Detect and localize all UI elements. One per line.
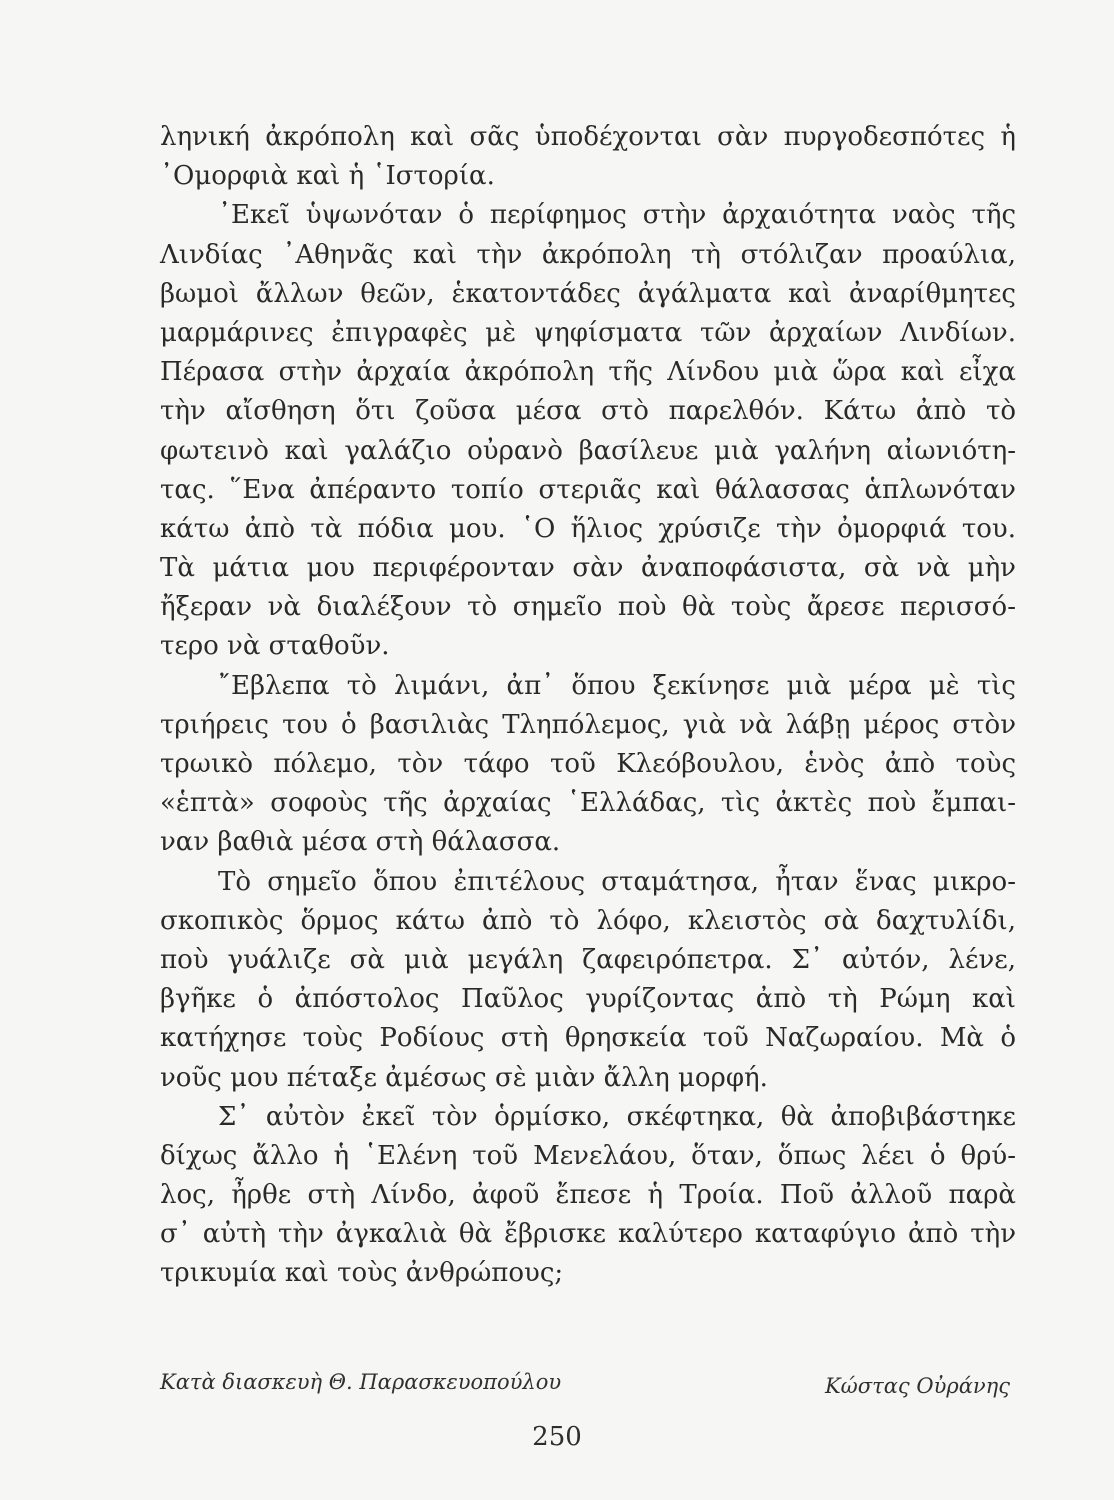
text-line: τριήρεις του ὁ βασιλιὰς Τληπόλεμος, γιὰ νὰ λάβῃ μέρος στὸν — [160, 709, 1016, 740]
text-line: τας. ῞Ενα ἀπέραντο τοπίο στεριᾶς καὶ θάλασσας ἁπλωνόταν — [160, 474, 1016, 505]
text-line: τρικυμία καὶ τοὺς ἀνθρώπους; — [160, 1258, 564, 1289]
text-line: φωτεινὸ καὶ γαλάζιο οὐρανὸ βασίλευε μιὰ γαλήνη αἰωνιότη- — [160, 435, 1016, 466]
text-line: κάτω ἀπὸ τὰ πόδια μου. ῾Ο ἥλιος χρύσιζε τὴν ὀμορφιά του. — [160, 513, 1016, 544]
text-line: Λινδίας ᾿Αθηνᾶς καὶ τὴν ἀκρόπολη τὴ στόλιζαν προαύλια, — [160, 239, 1016, 270]
text-line: ῎Εβλεπα τὸ λιμάνι, ἀπ᾿ ὅπου ξεκίνησε μιὰ μέρα μὲ τὶς — [218, 670, 1016, 701]
page-number: 250 — [532, 1422, 582, 1452]
text-line: ἤξεραν νὰ διαλέξουν τὸ σημεῖο ποὺ θὰ τοὺς ἄρεσε περισσό- — [160, 592, 1016, 623]
adaptation-credit: Κατὰ διασκευὴ Θ. Παρασκευοπούλου — [160, 1370, 562, 1394]
text-line: Τὰ μάτια μου περιφέρονταν σὰν ἀναποφάσιστα, σὰ νὰ μὴν — [160, 553, 1016, 584]
text-line: ποὺ γυάλιζε σὰ μιὰ μεγάλη ζαφειρόπετρα. Σ᾿ αὐτόν, λένε, — [160, 944, 1016, 975]
text-line: βωμοὶ ἄλλων θεῶν, ἑκατοντάδες ἀγάλματα καὶ ἀναρίθμητες — [160, 278, 1016, 309]
text-line: «ἑπτὰ» σοφοὺς τῆς ἀρχαίας ῾Ελλάδας, τὶς ἀκτὲς ποὺ ἔμπαι- — [160, 788, 1016, 819]
text-line: ᾿Εκεῖ ὑψωνόταν ὁ περίφημος στὴν ἀρχαιότητα ναὸς τῆς — [218, 200, 1016, 231]
text-line: Σ᾿ αὐτὸν ἐκεῖ τὸν ὁρμίσκο, σκέφτηκα, θὰ ἀποβιβάστηκε — [218, 1101, 1016, 1132]
text-line: λος, ἦρθε στὴ Λίνδο, ἀφοῦ ἔπεσε ἡ Τροία. Ποῦ ἀλλοῦ παρὰ — [160, 1180, 1016, 1211]
text-line: σ᾿ αὐτὴ τὴν ἀγκαλιὰ θὰ ἔβρισκε καλύτερο καταφύγιο ἀπὸ τὴν — [160, 1219, 1016, 1250]
text-line: ναν βαθιὰ μέσα στὴ θάλασσα. — [160, 827, 561, 858]
text-line: μαρμάρινες ἐπιγραφὲς μὲ ψηφίσματα τῶν ἀρχαίων Λινδίων. — [160, 317, 1016, 348]
text-line: κατήχησε τοὺς Ροδίους στὴ θρησκεία τοῦ Ναζωραίου. Μὰ ὁ — [160, 1023, 1016, 1054]
text-line: Πέρασα στὴν ἀρχαία ἀκρόπολη τῆς Λίνδου μιὰ ὥρα καὶ εἶχα — [160, 357, 1016, 388]
text-line: ᾿Ομορφιὰ καὶ ἡ ῾Ιστορία. — [160, 161, 495, 192]
body-text — [160, 118, 1016, 1294]
text-line: τρωικὸ πόλεμο, τὸν τάφο τοῦ Κλεόβουλου, ἑνὸς ἀπὸ τοὺς — [160, 749, 1016, 779]
text-line: τερο νὰ σταθοῦν. — [160, 631, 390, 662]
text-line: δίχως ἄλλο ἡ ῾Ελένη τοῦ Μενελάου, ὅταν, ὅπως λέει ὁ θρύ- — [160, 1140, 1016, 1171]
text-line: Τὸ σημεῖο ὅπου ἐπιτέλους σταμάτησα, ἦταν ἕνας μικρο- — [218, 866, 1016, 897]
text-line: νοῦς μου πέταξε ἀμέσως σὲ μιὰν ἄλλη μορφή. — [160, 1062, 768, 1093]
attribution — [160, 1370, 1010, 1410]
text-line: βγῆκε ὁ ἀπόστολος Παῦλος γυρίζοντας ἀπὸ τὴ Ρώμη καὶ — [160, 984, 1016, 1015]
text-line: τὴν αἴσθηση ὅτι ζοῦσα μέσα στὸ παρελθόν. Κάτω ἀπὸ τὸ — [160, 396, 1016, 427]
author-name: Κώστας Οὐράνης — [824, 1374, 1010, 1398]
text-line: ληνική ἀκρόπολη καὶ σᾶς ὑποδέχονται σὰν πυργοδεσπότες ἡ — [160, 122, 1016, 152]
text-line: σκοπικὸς ὅρμος κάτω ἀπὸ τὸ λόφο, κλειστὸς σὰ δαχτυλίδι, — [160, 905, 1016, 936]
